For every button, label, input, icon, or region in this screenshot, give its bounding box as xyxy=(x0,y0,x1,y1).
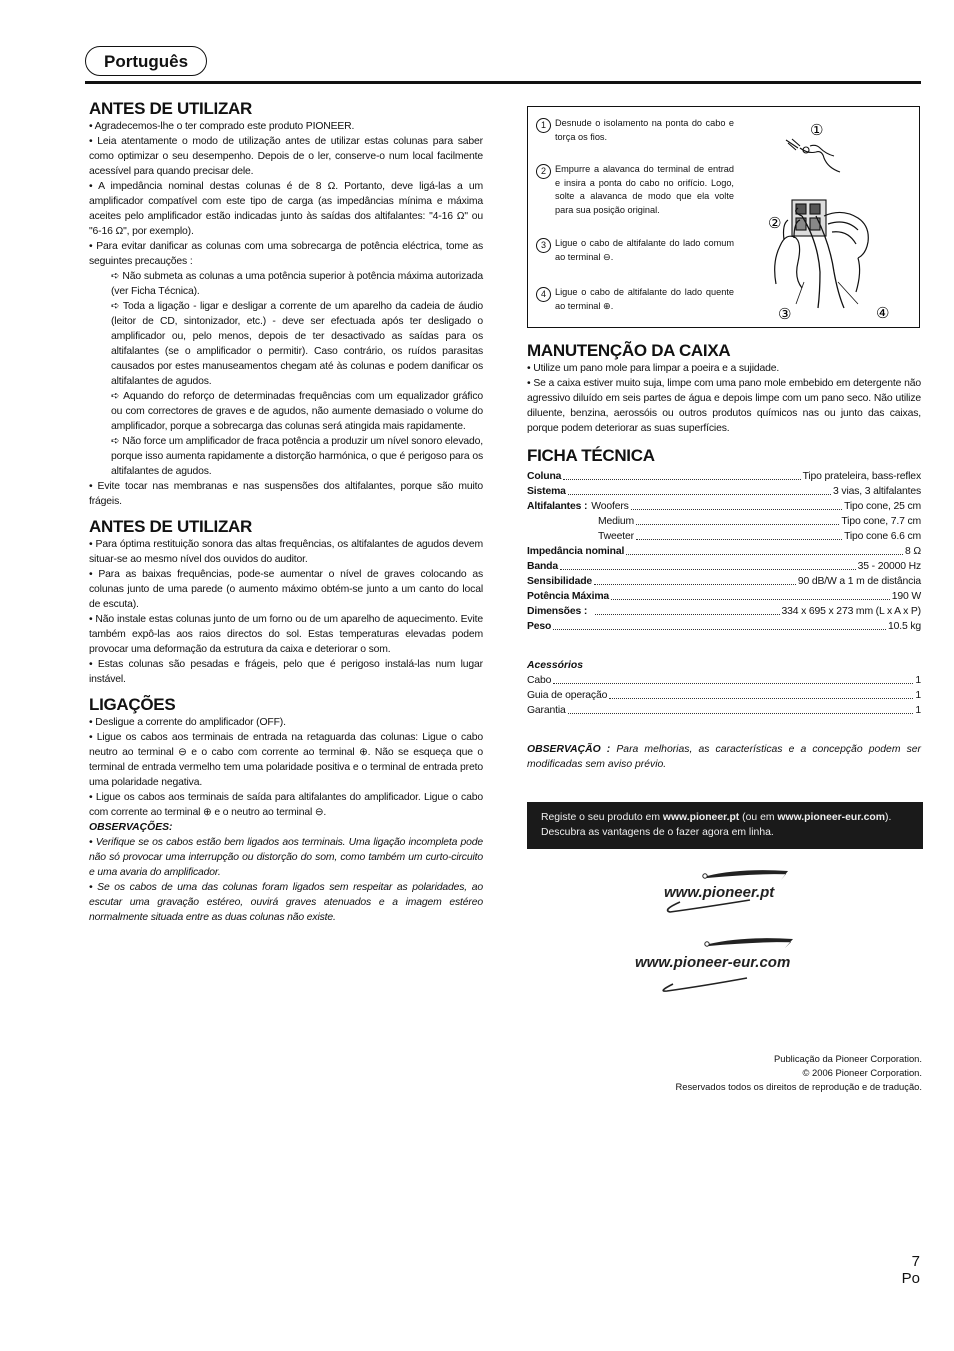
spec-observation xyxy=(527,742,921,772)
step-number: 1 xyxy=(536,118,551,133)
section-heading-ligacoes: LIGAÇÕES xyxy=(89,695,176,714)
paragraph: • Para evitar danificar as colunas com uma sobrecarga de potência eléctrica, tome as seguintes precauções : xyxy=(89,241,483,267)
accessories-title: Acessórios xyxy=(527,660,584,671)
diagram-step-2 xyxy=(536,163,734,217)
observation-item: • Verifique se os cabos estão bem ligados aos terminais. Uma ligação incompleta pode não só provocar uma interrupção ou distorção do som, como também um curto-circuito e uma avaria do amplificador. xyxy=(89,837,483,878)
header-rule xyxy=(85,81,921,84)
spec-row xyxy=(527,559,921,574)
spec-label: Impedância nominal xyxy=(527,546,625,557)
leader-dots xyxy=(594,574,796,585)
paragraph: • Para óptima restituição sonora das altas frequências, os altifalantes de agudos devem situar-se ao mesmo nível dos ouvidos do auditor. xyxy=(89,539,483,565)
accessory-quantity: 1 xyxy=(915,705,921,716)
leader-dots xyxy=(563,469,800,480)
credit-line: Reservados todos os direitos de reprodução e de tradução. xyxy=(675,1081,922,1092)
paragraph: • Ligue os cabos aos terminais de entrada na retaguarda das colunas: Ligue o cabo neutro ao terminal ⊖ e o cabo com corrente ao terminal ⊕. Não se esqueça que o terminal de entrada vermelho tem uma polaridade positiva e o terminal de entrada preto uma polaridade negativa. xyxy=(89,732,483,788)
accessory-quantity: 1 xyxy=(915,675,921,686)
terminal-connection-illustration xyxy=(758,112,916,322)
publisher-credit xyxy=(582,1052,922,1094)
paragraph: • Para as baixas frequências, pode-se aumentar o nível de graves colocando as colunas junto de uma parede (o aumento máximo obtém-se junto a um canto do local de escuta). xyxy=(89,569,483,610)
spec-value: Tipo prateleira, bass-reflex xyxy=(802,471,921,482)
spec-row xyxy=(527,589,921,604)
banner-text: (ou em xyxy=(739,812,778,823)
credit-line: Publicação da Pioneer Corporation. xyxy=(773,1053,922,1064)
leader-dots xyxy=(553,673,913,684)
leader-dots xyxy=(631,499,842,510)
spec-label: Dimensões : xyxy=(527,606,588,617)
callout-2: ② xyxy=(768,214,782,232)
accessory-label: Cabo xyxy=(527,675,552,686)
step-text: Desnude o isolamento na ponta do cabo e torça os fios. xyxy=(555,118,734,142)
spec-row xyxy=(527,529,921,544)
spec-label: Banda xyxy=(527,561,559,572)
diagram-step-3 xyxy=(536,237,734,264)
spec-label: Altifalantes : xyxy=(527,501,588,512)
accessories-list xyxy=(527,673,921,718)
banner-text: ). xyxy=(885,812,892,823)
spec-row xyxy=(527,544,921,559)
spec-sub-label: Woofers xyxy=(591,501,629,512)
step-text: Empurre a alavanca do terminal de entrad e insira a ponta do cabo no orifício. Logo, solte a alavanca de modo que ela volte para sua posição original. xyxy=(555,164,734,215)
step-number: 2 xyxy=(536,164,551,179)
spec-value: 190 W xyxy=(891,591,921,602)
left-column xyxy=(89,99,483,925)
diagram-step-4 xyxy=(536,286,734,313)
paragraph: • Leia atentamente o modo de utilização antes de utilizar estas colunas para saber como optimizar o seu desempenho. Depois de o ler, conserve-o num local facilmente acessível para quando precisar dele. xyxy=(89,136,483,177)
leader-dots xyxy=(560,559,856,570)
step-text: Ligue o cabo de altifalante do lado quente ao terminal ⊕. xyxy=(555,287,734,311)
leader-dots xyxy=(568,484,831,495)
spec-row xyxy=(527,484,921,499)
spec-row xyxy=(527,574,921,589)
step-number: 4 xyxy=(536,287,551,302)
spec-value: Tipo cone, 25 cm xyxy=(844,501,921,512)
registration-banner xyxy=(527,802,923,849)
leader-dots xyxy=(553,619,886,630)
accessory-row xyxy=(527,673,921,688)
precaution-item: ➪ Não submeta as colunas a uma potência superior à potência máxima autorizada (ver Ficha Técnica). xyxy=(111,271,483,297)
banner-text: Registe o seu produto em xyxy=(541,812,663,823)
observation-text: Para melhorias, as características e a concepção podem ser modificadas sem aviso prévio. xyxy=(527,744,921,770)
paragraph: • Desligue a corrente do amplificador (OFF). xyxy=(89,717,286,728)
leader-dots xyxy=(636,529,842,540)
spec-value: 334 x 695 x 273 mm (L x A x P) xyxy=(781,606,921,617)
logo-url-text: www.pioneer.pt xyxy=(664,884,775,901)
spec-table xyxy=(527,469,921,634)
diagram-step-1 xyxy=(536,117,734,144)
section-heading-antes-de-utilizar-2: ANTES DE UTILIZAR xyxy=(89,517,253,536)
spec-value: 10.5 kg xyxy=(887,621,921,632)
spec-value: 35 - 20000 Hz xyxy=(857,561,921,572)
credit-line: © 2006 Pioneer Corporation. xyxy=(802,1067,922,1078)
observation-label: OBSERVAÇÃO : xyxy=(527,744,611,755)
leader-dots xyxy=(609,688,913,699)
accessory-row xyxy=(527,688,921,703)
logo-url-text: www.pioneer-eur.com xyxy=(635,954,791,971)
pioneer-eur-logo[interactable] xyxy=(633,934,823,992)
observation-item: • Se os cabos de uma das colunas foram ligados sem respeitar as polaridades, ao escutar uma gravação estéreo, ouvirá graves atenuados e a imagem estéreo normalmente situada entre as duas colunas não existe. xyxy=(89,882,483,923)
paragraph: • A impedância nominal destas colunas é de 8 Ω. Portanto, deve ligá-las a um amplificador compatível com este tipo de carga (as impedâncias mínima e máxima aceites pelo amplificador estão indicadas junto às saídas dos altifalantes: "4-16 Ω" ou "6-16 Ω", por exemplo). xyxy=(89,181,483,237)
spec-row xyxy=(527,469,921,484)
language-tab: Português xyxy=(85,46,207,76)
paragraph: • Agradecemos-lhe o ter comprado este produto PIONEER. xyxy=(89,121,355,132)
accessory-row xyxy=(527,703,921,718)
banner-link-pioneer-eur[interactable]: www.pioneer-eur.com xyxy=(777,812,885,823)
precaution-item: ➪ Toda a ligação - ligar e desligar a corrente de um aparelho da cadeia de áudio (leitor de CD, sintonizador, etc.) - deve ser efectuada após ter desligado o amplificador ou, pelo menos, depois de ter desactivado as saídas para os altifalantes (se o amplificador o permitir). Caso contrário, os ruídos parasitas causados por estes manuseamentos chegam até às colunas e podem danificar os altifalantes de agudos. xyxy=(111,301,483,387)
banner-line-1 xyxy=(541,810,909,825)
spec-label: Sensibilidade xyxy=(527,576,593,587)
callout-3: ③ xyxy=(778,305,792,322)
terminal-plate-icon xyxy=(792,200,826,236)
paragraph: • Estas colunas são pesadas e frágeis, pelo que é perigoso instalá-las num lugar instável. xyxy=(89,659,483,685)
spec-label: Coluna xyxy=(527,471,562,482)
spec-sub-label: Medium xyxy=(598,516,635,527)
callout-4: ④ xyxy=(876,304,890,322)
spec-value: Tipo cone 6.6 cm xyxy=(844,531,921,542)
leader-dots xyxy=(636,514,839,525)
paragraph: • Evite tocar nas membranas e nas suspensões dos altifalantes, porque são muito frágeis. xyxy=(89,481,483,507)
spec-row xyxy=(527,514,921,529)
spec-label: Peso xyxy=(527,621,552,632)
spec-value: 3 vias, 3 altifalantes xyxy=(833,486,921,497)
connection-diagram-box xyxy=(527,106,920,328)
paragraph: • Ligue os cabos aos terminais de saída para altifalantes do amplificador. Ligue o cabo com corrente ao terminal ⊕ e o neutro ao terminal ⊖. xyxy=(89,792,483,818)
spec-label: Sistema xyxy=(527,486,566,497)
observations-title: OBSERVAÇÕES: xyxy=(89,822,173,833)
pioneer-pt-logo[interactable] xyxy=(640,866,800,914)
step-number: 3 xyxy=(536,238,551,253)
paragraph: • Utilize um pano mole para limpar a poeira e a sujidade. xyxy=(527,363,780,374)
leader-dots xyxy=(611,589,890,600)
leader-dots xyxy=(568,703,914,714)
spec-value: 90 dB/W a 1 m de distância xyxy=(797,576,921,587)
step-text: Ligue o cabo de altifalante do lado comum ao terminal ⊖. xyxy=(555,238,734,262)
spec-value: 8 Ω xyxy=(905,546,921,557)
precaution-item: ➪ Aquando do reforço de determinadas frequências com um equalizador gráfico ou com correctores de graves e de agudos, não aumente demasiado o volume do amplificador, porque a sobrecarga das colunas será atingida mais rapidamente. xyxy=(111,391,483,432)
page-number xyxy=(902,1253,920,1287)
spec-row xyxy=(527,499,921,514)
leader-dots xyxy=(595,604,779,615)
spec-label: Potência Máxima xyxy=(527,591,610,602)
banner-line-2: Descubra as vantagens de o fazer agora em linha. xyxy=(541,827,774,838)
stripped-wire-icon xyxy=(786,139,840,172)
accessory-quantity: 1 xyxy=(915,690,921,701)
accessory-label: Guia de operação xyxy=(527,690,608,701)
page-number-value: 7 xyxy=(911,1253,920,1270)
page-language-code: Po xyxy=(901,1270,920,1287)
section-heading-antes-de-utilizar-1: ANTES DE UTILIZAR xyxy=(89,99,253,118)
spec-value: Tipo cone, 7.7 cm xyxy=(841,516,921,527)
leader-dots xyxy=(626,544,903,555)
callout-1: ① xyxy=(810,121,824,139)
banner-link-pioneer-pt[interactable]: www.pioneer.pt xyxy=(662,812,740,823)
spec-sub-label: Tweeter xyxy=(598,531,634,542)
section-heading-ficha-tecnica: FICHA TÉCNICA xyxy=(527,446,655,465)
spec-row xyxy=(527,619,921,634)
precaution-item: ➪ Não force um amplificador de fraca potência a produzir um nível sonoro elevado, porque isso aumenta rapidamente a distorção harmónica, o que é perigoso para os altifalantes de agudos. xyxy=(111,436,483,477)
paragraph: • Se a caixa estiver muito suja, limpe com uma pano mole embebido em detergente não agressivo diluído em seis partes de água e depois limpe com um pano seco. Não utilize diluente, benzina, aerossóis ou outros produtos químicos nas ou junto das caixas, porque podem deteriorar as suas superfícies. xyxy=(527,378,921,434)
paragraph: • Não instale estas colunas junto de um forno ou de um aparelho de aquecimento. Evite também expô-las aos raios directos do sol. Estas temperaturas elevadas podem provocar uma deformação da estrutura da caixa e deteriorar o som. xyxy=(89,614,483,655)
spec-row xyxy=(527,604,921,619)
accessory-label: Garantia xyxy=(527,705,566,716)
section-heading-manutencao: MANUTENÇÃO DA CAIXA xyxy=(527,341,731,360)
right-column xyxy=(527,341,921,772)
